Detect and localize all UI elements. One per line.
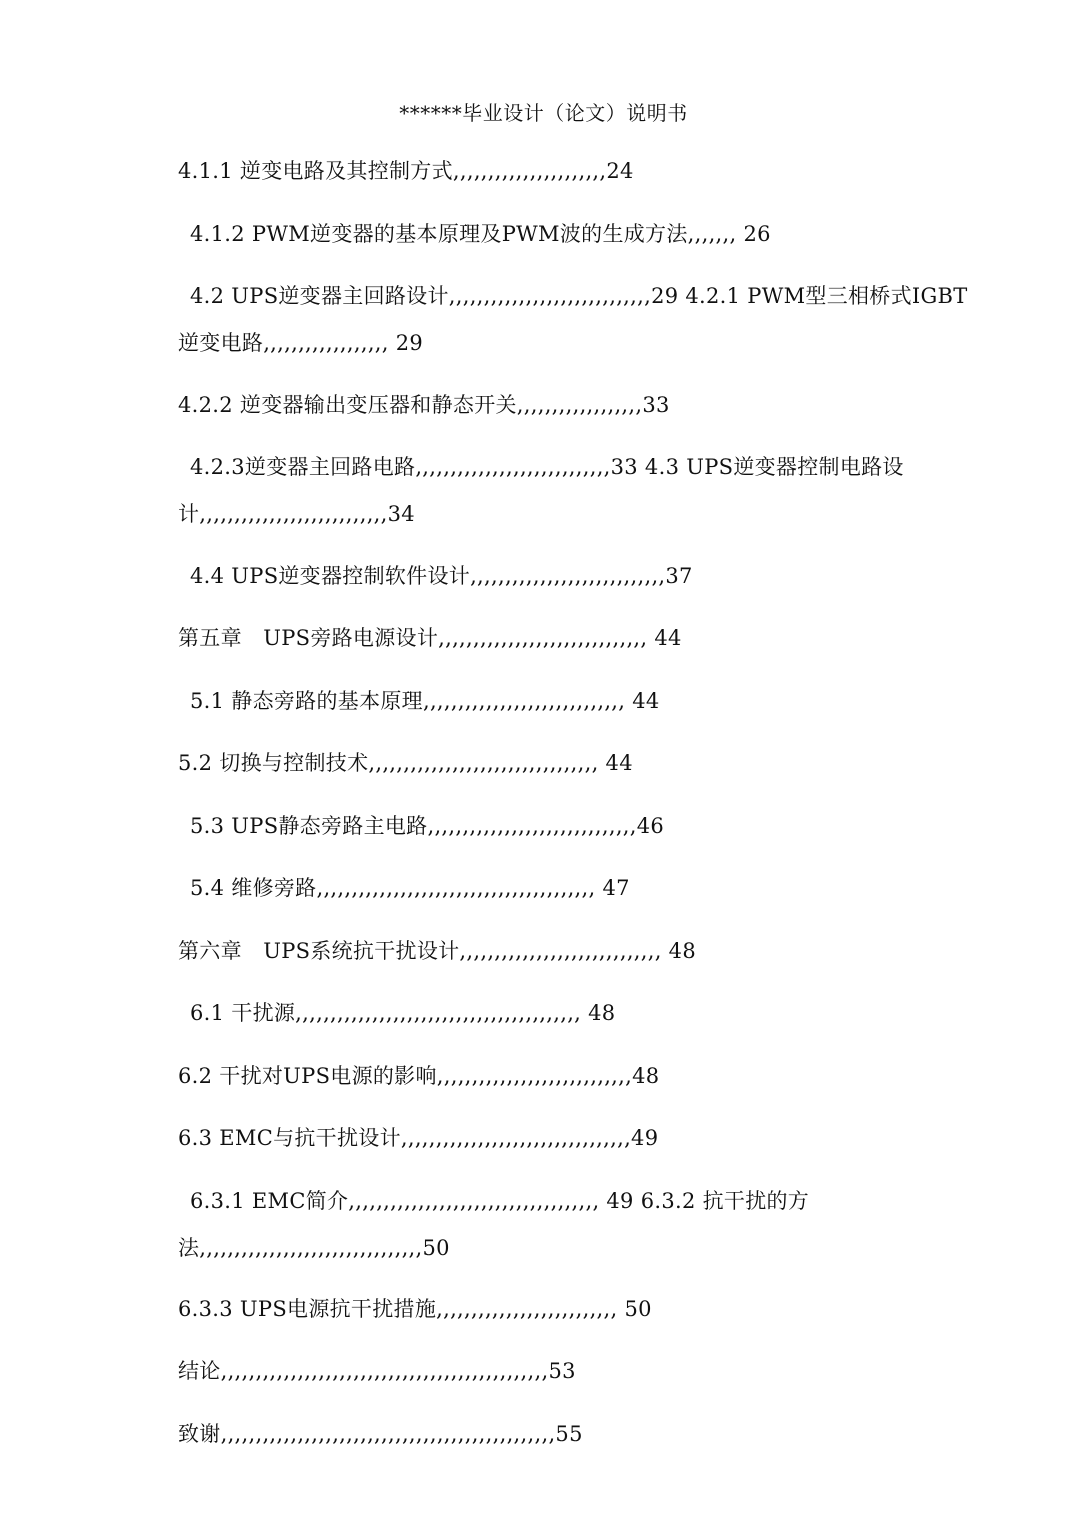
toc-entry: 4.2.3逆变器主回路电路,,,,,,,,,,,,,,,,,,,,,,,,,,,,33 4.3 UPS逆变器控制电路设计,,,,,,,,,,,,,,,,,,,,,,,,,,,34 [178,455,904,526]
toc-entry: 4.2 UPS逆变器主回路设计,,,,,,,,,,,,,,,,,,,,,,,,,,,,,29 4.2.1 PWM型三相桥式IGBT逆变电路,,,,,,,,,,,,,,,,,, 29 [178,284,968,355]
toc-entry: 6.3.1 EMC简介,,,,,,,,,,,,,,,,,,,,,,,,,,,,,,,,,,,, 49 6.3.2 抗干扰的方法,,,,,,,,,,,,,,,,,,,,,,,,,,,,,,,,50 [178,1189,810,1260]
toc-entry: 6.1 干扰源,,,,,,,,,,,,,,,,,,,,,,,,,,,,,,,,,,,,,,,,, 48 [190,1001,616,1025]
toc-entry: 5.2 切换与控制技术,,,,,,,,,,,,,,,,,,,,,,,,,,,,,,,,, 44 [178,751,633,775]
toc-entry: 4.2.2 逆变器输出变压器和静态开关,,,,,,,,,,,,,,,,,,33 [178,393,670,417]
toc-entry: 5.1 静态旁路的基本原理,,,,,,,,,,,,,,,,,,,,,,,,,,,,, 44 [190,689,660,713]
toc-entry: 5.4 维修旁路,,,,,,,,,,,,,,,,,,,,,,,,,,,,,,,,,,,,,,,, 47 [190,876,630,900]
document-header: ******毕业设计（论文）说明书 [399,101,688,125]
toc-entry: 5.3 UPS静态旁路主电路,,,,,,,,,,,,,,,,,,,,,,,,,,,,,,46 [190,814,665,838]
toc-entry: 6.3 EMC与抗干扰设计,,,,,,,,,,,,,,,,,,,,,,,,,,,,,,,,,49 [178,1126,659,1150]
toc-entry: 4.1.1 逆变电路及其控制方式,,,,,,,,,,,,,,,,,,,,,,24 [178,159,634,183]
toc-entry: 第六章 UPS系统抗干扰设计,,,,,,,,,,,,,,,,,,,,,,,,,,,,, 48 [178,939,696,963]
toc-entry: 4.4 UPS逆变器控制软件设计,,,,,,,,,,,,,,,,,,,,,,,,,,,,37 [190,564,693,588]
toc-entry: 6.2 干扰对UPS电源的影响,,,,,,,,,,,,,,,,,,,,,,,,,,,,48 [178,1064,660,1088]
toc-entry: 结论,,,,,,,,,,,,,,,,,,,,,,,,,,,,,,,,,,,,,,,,,,,,,,,53 [178,1359,576,1383]
toc-entry: 第五章 UPS旁路电源设计,,,,,,,,,,,,,,,,,,,,,,,,,,,,,, 44 [178,626,682,650]
toc-entry: 4.1.2 PWM逆变器的基本原理及PWM波的生成方法,,,,,,, 26 [190,222,771,246]
toc-entry: 6.3.3 UPS电源抗干扰措施,,,,,,,,,,,,,,,,,,,,,,,,,, 50 [178,1297,652,1321]
toc-entry: 致谢,,,,,,,,,,,,,,,,,,,,,,,,,,,,,,,,,,,,,,,,,,,,,,,,55 [178,1422,583,1446]
